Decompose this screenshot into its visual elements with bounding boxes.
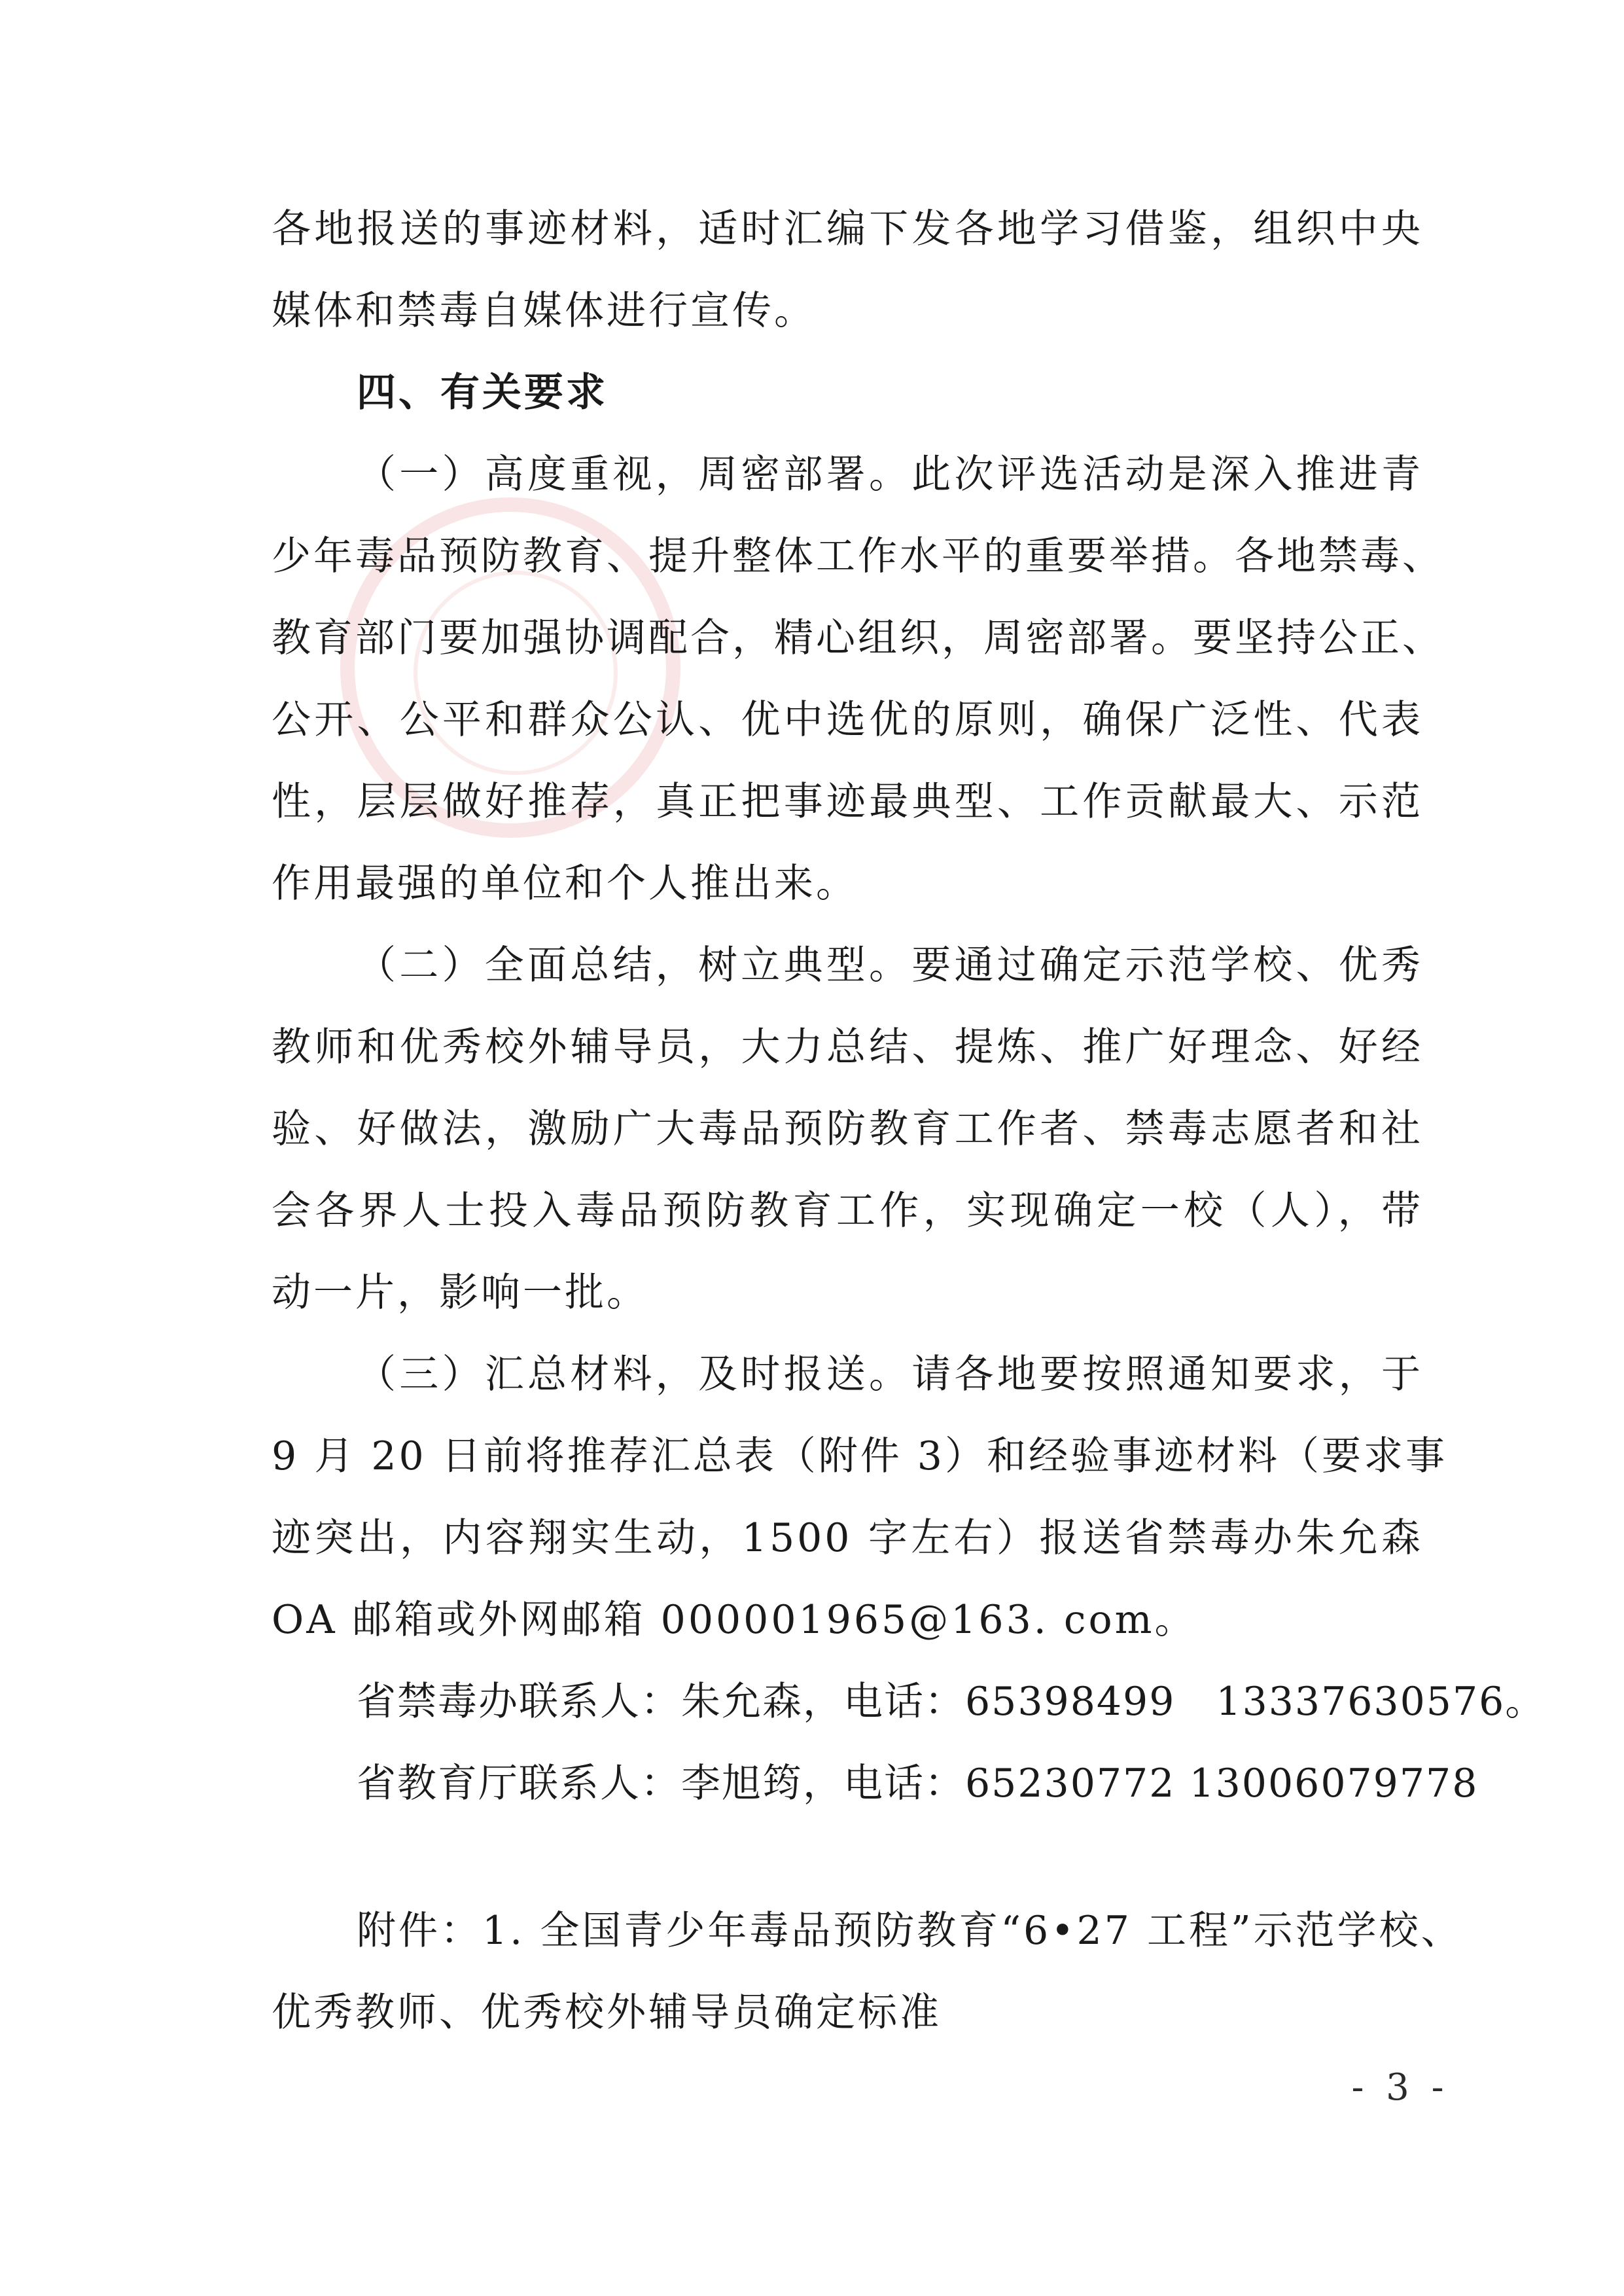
- attachment-line: 附件：1. 全国青少年毒品预防教育“6•27 工程”示范学校、: [357, 1908, 1463, 1954]
- contact-line: 省禁毒办联系人：朱允森，电话：65398499 13337630576。: [357, 1679, 1546, 1725]
- body-line: （二）全面总结，树立典型。要通过确定示范学校、优秀: [357, 942, 1423, 988]
- body-line: 迹突出，内容翔实生动，1500 字左右）报送省禁毒办朱允森: [272, 1515, 1423, 1561]
- section-heading: 四、有关要求: [357, 370, 608, 416]
- body-line: 教师和优秀校外辅导员，大力总结、提炼、推广好理念、好经: [272, 1024, 1423, 1070]
- body-line: 教育部门要加强协调配合，精心组织，周密部署。要坚持公正、: [272, 615, 1444, 661]
- body-line: 验、好做法，激励广大毒品预防教育工作者、禁毒志愿者和社: [272, 1106, 1423, 1152]
- body-line: 媒体和禁毒自媒体进行宣传。: [272, 288, 816, 334]
- body-line: 9 月 20 日前将推荐汇总表（附件 3）和经验事迹材料（要求事: [272, 1433, 1447, 1479]
- page-number: - 3 -: [1351, 2066, 1449, 2109]
- body-line: （一）高度重视，周密部署。此次评选活动是深入推进青: [357, 452, 1423, 497]
- body-line: 性，层层做好推荐，真正把事迹最典型、工作贡献最大、示范: [272, 779, 1423, 825]
- body-line: 公开、公平和群众公认、优中选优的原则，确保广泛性、代表: [272, 697, 1423, 743]
- body-line: 少年毒品预防教育、提升整体工作水平的重要举措。各地禁毒、: [272, 533, 1444, 579]
- body-line: （三）汇总材料，及时报送。请各地要按照通知要求，于: [357, 1352, 1423, 1397]
- contact-line: 省教育厅联系人：李旭筠，电话：65230772 13006079778: [357, 1761, 1479, 1806]
- body-line: 会各界人士投入毒品预防教育工作，实现确定一校（人），带: [272, 1188, 1423, 1234]
- body-line: 动一片，影响一批。: [272, 1270, 648, 1316]
- attachment-line: 优秀教师、优秀校外辅导员确定标准: [272, 1990, 942, 2036]
- body-line: OA 邮箱或外网邮箱 000001965@163. com。: [272, 1597, 1197, 1643]
- body-line: 作用最强的单位和个人推出来。: [272, 861, 858, 906]
- body-line: 各地报送的事迹材料，适时汇编下发各地学习借鉴，组织中央: [272, 206, 1423, 252]
